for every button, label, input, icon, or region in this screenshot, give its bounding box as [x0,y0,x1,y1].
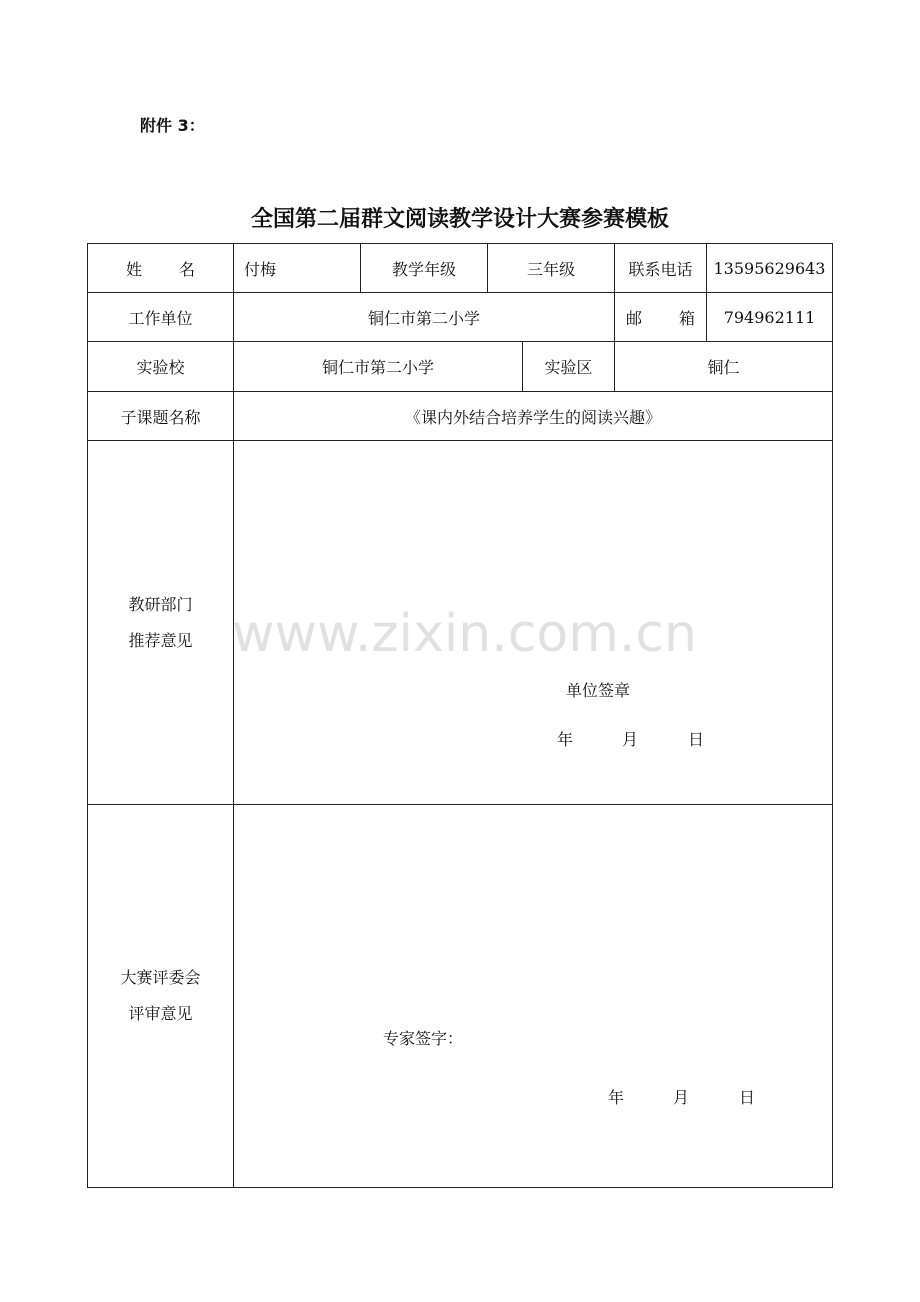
email-label: 邮 箱 [625,308,712,328]
district-value-cell [614,341,833,392]
school-label-cell [87,341,234,392]
grade-value-cell [487,243,615,293]
attachment-label: 附件 3： [140,116,205,135]
watermark: www.zixin.com.cn [232,604,697,664]
email-label-cell [614,292,712,342]
grade-label: 教学年级 [391,259,456,279]
jury-label-line2: 评审意见 [128,1004,193,1023]
work-unit-value: 铜仁市第二小学 [367,308,480,328]
research-label-cell [87,440,234,805]
phone-value-cell [706,243,833,293]
phone-label: 联系电话 [628,259,693,279]
name-label: 姓 名 [125,259,212,279]
research-label-line1: 教研部门 [128,594,193,614]
district-value: 铜仁 [707,358,740,377]
name-value-cell [233,243,361,293]
jury-label-cell [87,804,234,1188]
expert-signature-label: 专家签字： [383,1029,464,1048]
email-value: 794962111 [723,307,816,327]
page-title: 全国第二届群文阅读教学设计大赛参赛模板 [250,207,669,232]
phone-label-cell [614,243,707,293]
jury-label-line1: 大赛评委会 [120,968,201,987]
work-unit-label-cell [87,292,234,342]
school-label: 实验校 [136,358,185,377]
district-label-cell [522,341,615,392]
email-value-cell [706,292,833,342]
jury-year-label: 年 [608,1088,625,1107]
work-unit-label: 工作单位 [128,308,193,328]
work-unit-value-cell [233,292,615,342]
school-value: 铜仁市第二小学 [321,358,434,377]
research-label-line2: 推荐意见 [128,630,193,650]
research-day-label: 日 [688,730,705,749]
jury-day-label: 日 [739,1088,756,1107]
name-value: 付梅 [244,259,277,279]
grade-value: 三年级 [526,259,575,279]
school-value-cell [233,341,523,392]
jury-opinion-area[interactable] [233,804,833,1188]
topic-value-cell [233,391,833,441]
topic-value: 《课内外结合培养学生的阅读兴趣》 [404,407,661,427]
phone-value: 13595629643 [713,258,826,278]
grade-label-cell [360,243,488,293]
research-year-label: 年 [557,730,574,749]
topic-label: 子课题名称 [120,407,201,427]
name-label-cell [87,243,234,293]
jury-month-label: 月 [673,1088,690,1107]
district-label: 实验区 [544,358,593,377]
research-month-label: 月 [622,730,639,749]
unit-seal-label: 单位签章 [566,681,631,700]
topic-label-cell [87,391,234,441]
